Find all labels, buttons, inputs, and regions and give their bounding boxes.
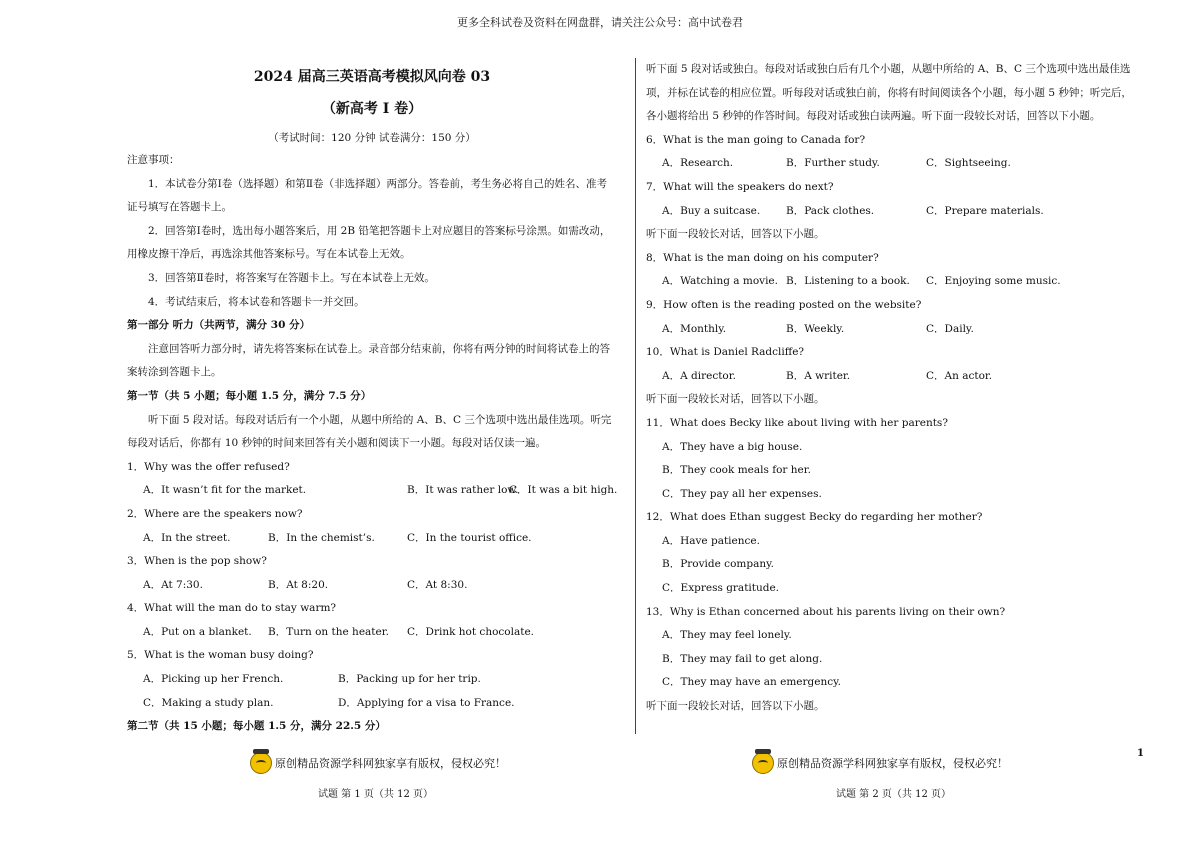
notice-line: 3．回答第Ⅱ卷时，将答案写在答题卡上。写在本试卷上无效。 [148, 271, 435, 284]
part1-title: 第一部分 听力（共两节，满分 30 分） [127, 319, 311, 332]
question-6-options [646, 152, 1146, 176]
question-1: 1．Why was the offer refused? [127, 460, 290, 473]
footer-copyright-right [752, 752, 1008, 774]
option-b: B．Packing up for her trip. [338, 673, 481, 686]
section2-desc: 各小题将给出 5 秒钟的作答时间。每段对话或独白读两遍。听下面一段较长对话，回答以下小题。 [646, 110, 1101, 123]
question-2: 2．Where are the speakers now? [127, 507, 303, 520]
question-11: 11．What does Becky like about living with her parents? [646, 416, 948, 429]
option-a: A．Picking up her French. [143, 673, 284, 686]
notice-line: 证号填写在答题卡上。 [127, 201, 232, 214]
column-divider [635, 58, 636, 734]
option-c [646, 577, 1146, 601]
section1-desc: 每段对话后，你都有 10 秒钟的时间来回答有关小题和阅读下一小题。每段对话仅读一遍。 [127, 437, 547, 450]
header-note: 更多全科试卷及资料在网盘群，请关注公众号：高中试卷君 [457, 16, 743, 29]
option-a: A．In the street. [143, 531, 231, 544]
question-5-options [127, 668, 617, 692]
option-b [646, 459, 1146, 483]
exam-info: （考试时间：120 分钟 试卷满分：150 分） [268, 132, 476, 144]
option-a-text: A．They may feel lonely. [662, 629, 792, 642]
option-a: A．A director. [662, 369, 736, 382]
scholar-logo-icon [752, 752, 774, 774]
option-b: B．Weekly. [786, 322, 845, 335]
option-a-text: A．Have patience. [662, 534, 760, 547]
option-a [646, 624, 1146, 648]
option-c: C．It was a bit high. [509, 484, 618, 497]
option-a [646, 530, 1146, 554]
question-6: 6．What is the man going to Canada for? [646, 133, 866, 146]
option-b [646, 553, 1146, 577]
option-c-text: C．Express gratitude. [662, 582, 780, 595]
long-dialog-note: 听下面一段较长对话，回答以下小题。 [646, 393, 825, 406]
notice-line: 4．考试结束后，将本试卷和答题卡一并交回。 [148, 295, 365, 308]
notice-line: 用橡皮擦干净后，再选涂其他答案标号。写在本试卷上无效。 [127, 248, 411, 261]
part1-desc: 案转涂到答题卡上。 [127, 366, 222, 379]
option-a-text: A．They have a big house. [662, 440, 803, 453]
option-c: C．Prepare materials. [926, 204, 1044, 217]
question-5: 5．What is the woman busy doing? [127, 649, 314, 662]
copyright-text: 原创精品资源学科网独家享有版权，侵权必究！ [275, 757, 506, 770]
option-b: B．Further study. [786, 157, 880, 170]
exam-title: 2024 届高三英语高考模拟风向卷 03 [253, 69, 491, 85]
section2-desc: 听下面 5 段对话或独白。每段对话或独白后有几个小题，从题中所给的 A、B、C 三个选项中选出最佳选 [646, 63, 1131, 75]
option-c [646, 671, 1146, 695]
option-b: B．Listening to a book. [786, 275, 910, 288]
section1-desc: 听下面 5 段对话。每段对话后有一个小题，从题中所给的 A、B、C 三个选项中选出最佳选项。听完 [148, 413, 612, 426]
option-c [646, 483, 1146, 507]
question-8-options [646, 270, 1146, 294]
long-dialog-note: 听下面一段较长对话，回答以下小题。 [646, 228, 825, 241]
page-2-label: 试题 第 2 页（共 12 页） [836, 789, 951, 800]
scholar-logo-icon [250, 752, 272, 774]
option-b-text: B．They cook meals for her. [662, 464, 811, 477]
option-b: B．Turn on the heater. [268, 625, 389, 638]
option-b: B．In the chemist’s. [268, 531, 375, 544]
option-c: C．An actor. [926, 369, 993, 382]
option-c-text: C．They may have an emergency. [662, 676, 841, 689]
question-9: 9．How often is the reading posted on the website? [646, 298, 922, 311]
option-c: C．Sightseeing. [926, 157, 1011, 170]
section1-title: 第一节（共 5 小题；每小题 1.5 分，满分 7.5 分） [127, 389, 372, 402]
question-4-options [127, 621, 617, 645]
option-c: C．At 8:30. [407, 578, 468, 591]
option-b-text: B．They may fail to get along. [662, 652, 823, 665]
copyright-text: 原创精品资源学科网独家享有版权，侵权必究！ [777, 757, 1008, 770]
question-10: 10．What is Daniel Radcliffe? [646, 346, 805, 359]
option-b: B．Pack clothes. [786, 204, 875, 217]
option-a: A．Watching a movie. [662, 275, 778, 288]
notice-line: 1．本试卷分第Ⅰ卷（选择题）和第Ⅱ卷（非选择题）两部分。答卷前，考生务必将自己的姓名、准考 [148, 177, 607, 190]
question-1-options [127, 479, 617, 503]
long-dialog-note: 听下面一段较长对话，回答以下小题。 [646, 700, 825, 713]
option-b: B．It was rather low. [407, 484, 519, 497]
option-a: A．Buy a suitcase. [662, 204, 761, 217]
question-7: 7．What will the speakers do next? [646, 180, 834, 193]
option-a: A．Research. [662, 157, 734, 170]
notice-heading: 注意事项： [127, 154, 180, 166]
page-1-label: 试题 第 1 页（共 12 页） [318, 789, 433, 800]
option-d: D．Applying for a visa to France. [338, 696, 515, 709]
option-b: B．A writer. [786, 369, 851, 382]
section2-title: 第二节（共 15 小题；每小题 1.5 分，满分 22.5 分） [127, 720, 386, 733]
option-a: A．Put on a blanket. [143, 625, 252, 638]
question-3: 3．When is the pop show? [127, 555, 267, 568]
question-13: 13．Why is Ethan concerned about his parents living on their own? [646, 605, 1006, 618]
option-a: A．It wasn’t fit for the market. [143, 484, 307, 497]
option-b [646, 648, 1146, 672]
question-9-options [646, 318, 1146, 342]
notice-line: 2．回答第Ⅰ卷时，选出每小题答案后，用 2B 铅笔把答题卡上对应题目的答案标号涂黑。如需改动， [148, 224, 611, 237]
question-10-options [646, 365, 1146, 389]
option-c: C．Daily. [926, 322, 974, 335]
footer-copyright-left [250, 752, 506, 774]
exam-subtitle: （新高考 I 卷） [321, 101, 423, 117]
corner-page-number: 1 [1137, 748, 1144, 759]
option-c: C．Enjoying some music. [926, 275, 1061, 288]
question-7-options [646, 200, 1146, 224]
question-4: 4．What will the man do to stay warm? [127, 602, 337, 615]
section2-desc: 项，并标在试卷的相应位置。听每段对话或独白前，你将有时间阅读各个小题，每小题 5 秒钟；听完后， [646, 86, 1132, 99]
option-a [646, 436, 1146, 460]
question-5-options [127, 692, 617, 716]
option-a: A．At 7:30. [143, 578, 203, 591]
option-a: A．Monthly. [662, 322, 727, 335]
option-c: C．In the tourist office. [407, 531, 532, 544]
part1-desc: 注意回答听力部分时，请先将答案标在试卷上。录音部分结束前，你将有两分钟的时间将试卷上的答 [148, 342, 610, 355]
option-b-text: B．Provide company. [662, 558, 774, 571]
option-c: C．Drink hot chocolate. [407, 625, 534, 638]
option-b: B．At 8:20. [268, 578, 329, 591]
option-c: C．Making a study plan. [143, 696, 274, 709]
right-column [646, 58, 1146, 719]
left-column [127, 58, 617, 739]
question-3-options [127, 574, 617, 598]
question-12: 12．What does Ethan suggest Becky do regarding her mother? [646, 511, 983, 524]
option-c-text: C．They pay all her expenses. [662, 487, 822, 500]
question-8: 8．What is the man doing on his computer? [646, 251, 879, 264]
question-2-options [127, 527, 617, 551]
